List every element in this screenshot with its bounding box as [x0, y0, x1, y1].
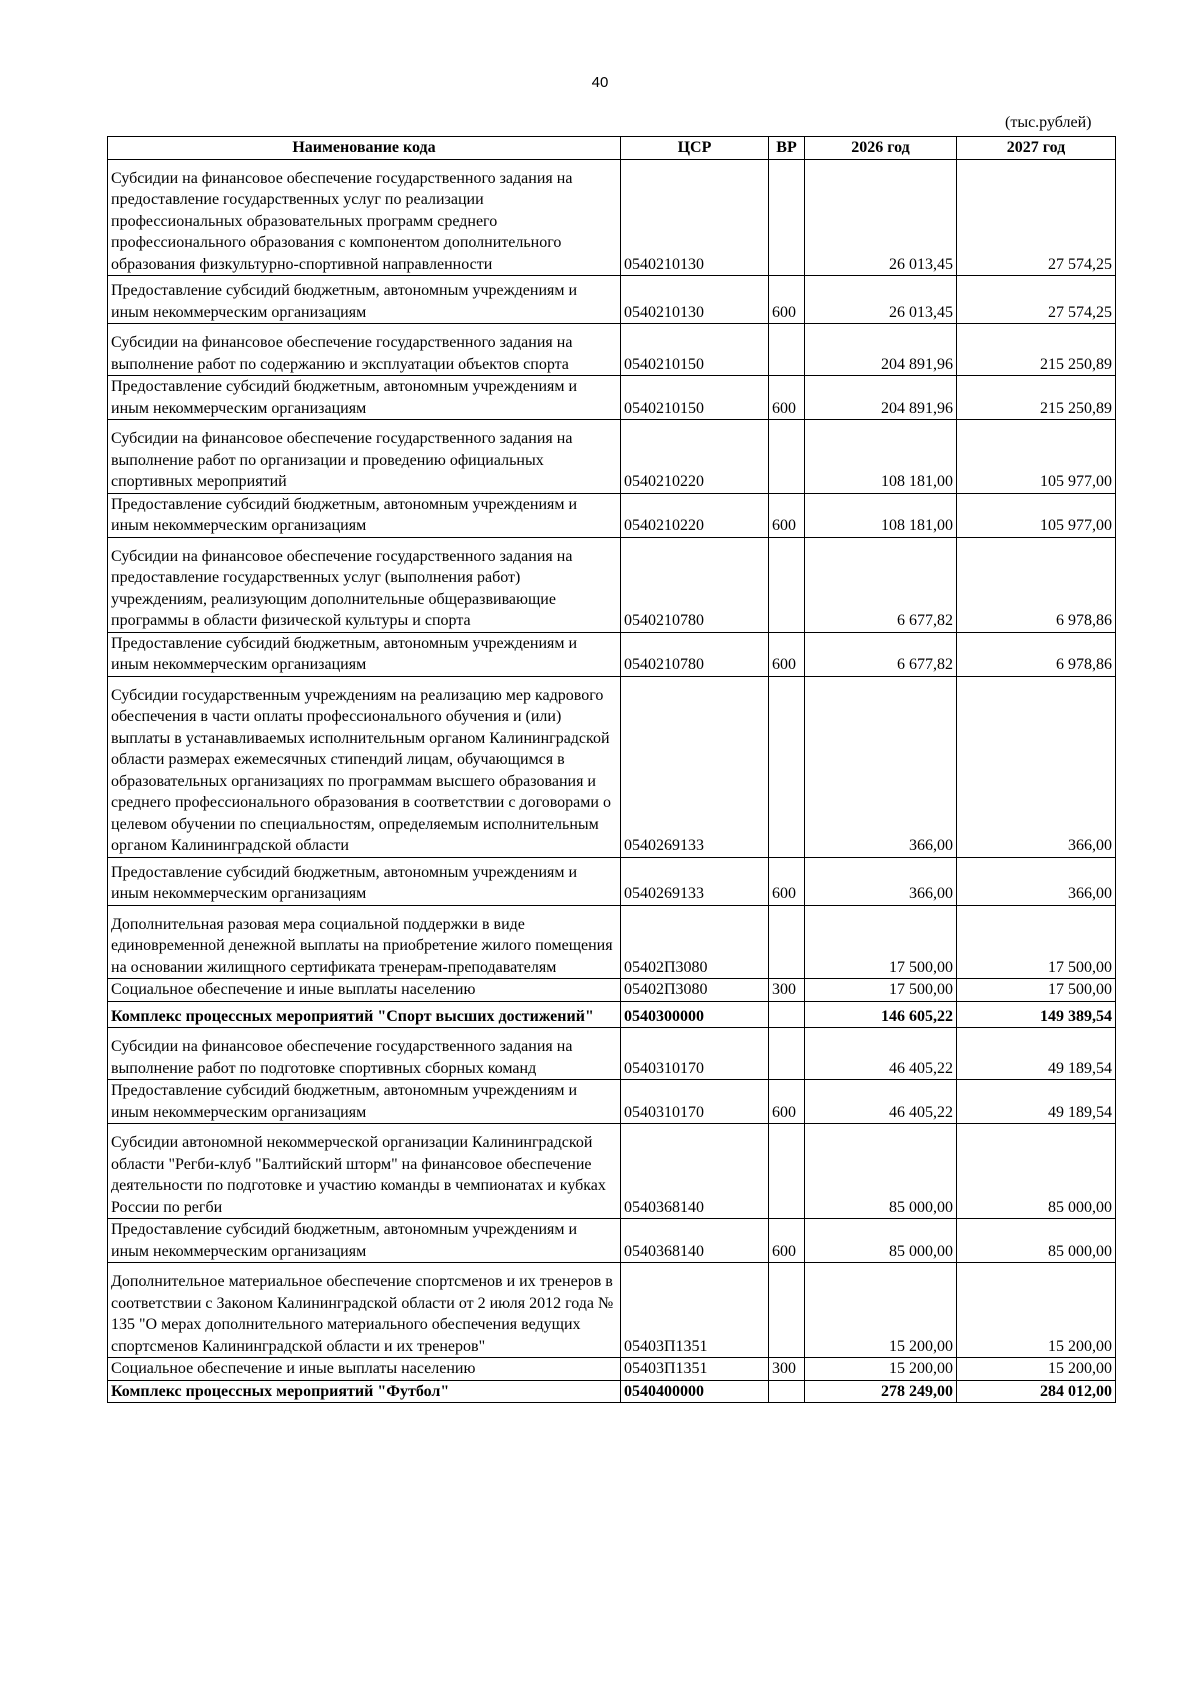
table-row — [108, 905, 1116, 979]
cell-name: Предоставление субсидий бюджетным, автономным учреждениям и иным некоммерческим организациям — [108, 857, 621, 905]
cell-2027: 215 250,89 — [957, 376, 1116, 420]
cell-2026: 6 677,82 — [805, 537, 957, 632]
cell-csr: 05402П3080 — [621, 979, 769, 1002]
cell-2027: 15 200,00 — [957, 1358, 1116, 1381]
cell-2026: 46 405,22 — [805, 1080, 957, 1124]
cell-2027: 15 200,00 — [957, 1263, 1116, 1358]
cell-2027: 215 250,89 — [957, 324, 1116, 376]
cell-csr: 0540368140 — [621, 1124, 769, 1219]
cell-name: Предоставление субсидий бюджетным, автономным учреждениям и иным некоммерческим организациям — [108, 376, 621, 420]
table-row — [108, 632, 1116, 676]
cell-csr: 0540400000 — [621, 1380, 769, 1403]
cell-2026: 278 249,00 — [805, 1380, 957, 1403]
table-row — [108, 1001, 1116, 1028]
cell-vr — [769, 420, 805, 494]
cell-csr: 0540210150 — [621, 324, 769, 376]
cell-csr: 0540269133 — [621, 857, 769, 905]
cell-2026: 204 891,96 — [805, 376, 957, 420]
cell-2026: 108 181,00 — [805, 420, 957, 494]
cell-name: Дополнительное материальное обеспечение спортсменов и их тренеров в соответствии с Законом Калининградской области от 2 июля 2012 года № 135 "О мерах дополнительного материального обеспечения ведущих спортсменов Калининградской области и их тренеров" — [108, 1263, 621, 1358]
cell-2027: 105 977,00 — [957, 420, 1116, 494]
page-number: 40 — [591, 74, 609, 91]
cell-name: Субсидии на финансовое обеспечение государственного задания на выполнение работ по организации и проведению официальных спортивных мероприятий — [108, 420, 621, 494]
cell-vr: 600 — [769, 1080, 805, 1124]
table-body — [108, 159, 1116, 1403]
cell-csr: 05403П1351 — [621, 1358, 769, 1381]
cell-vr: 600 — [769, 493, 805, 537]
cell-name: Субсидии на финансовое обеспечение государственного задания на выполнение работ по содержанию и эксплуатации объектов спорта — [108, 324, 621, 376]
header-2027: 2027 год — [957, 137, 1116, 160]
cell-name: Комплекс процессных мероприятий "Футбол" — [108, 1380, 621, 1403]
cell-2026: 85 000,00 — [805, 1124, 957, 1219]
table-row — [108, 376, 1116, 420]
cell-vr: 600 — [769, 376, 805, 420]
cell-2026: 15 200,00 — [805, 1358, 957, 1381]
header-2026: 2026 год — [805, 137, 957, 160]
cell-2027: 17 500,00 — [957, 905, 1116, 979]
cell-name: Субсидии автономной некоммерческой организации Калининградской области "Регби-клуб "Балтийский шторм" на финансовое обеспечение деятельности по подготовке и участию команды в чемпионатах и кубках России по регби — [108, 1124, 621, 1219]
cell-2027: 49 189,54 — [957, 1028, 1116, 1080]
cell-name: Социальное обеспечение и иные выплаты населению — [108, 979, 621, 1002]
cell-2026: 17 500,00 — [805, 979, 957, 1002]
cell-2026: 146 605,22 — [805, 1001, 957, 1028]
table-row — [108, 979, 1116, 1002]
cell-2027: 17 500,00 — [957, 979, 1116, 1002]
cell-csr: 0540210780 — [621, 632, 769, 676]
cell-name: Предоставление субсидий бюджетным, автономным учреждениям и иным некоммерческим организациям — [108, 493, 621, 537]
cell-csr: 0540310170 — [621, 1080, 769, 1124]
cell-name: Субсидии на финансовое обеспечение государственного задания на выполнение работ по подготовке спортивных сборных команд — [108, 1028, 621, 1080]
cell-vr — [769, 1028, 805, 1080]
cell-2026: 204 891,96 — [805, 324, 957, 376]
table-row — [108, 1219, 1116, 1263]
cell-vr — [769, 324, 805, 376]
table-row — [108, 857, 1116, 905]
cell-csr: 0540210220 — [621, 420, 769, 494]
cell-vr: 600 — [769, 632, 805, 676]
cell-csr: 05402П3080 — [621, 905, 769, 979]
cell-vr — [769, 1380, 805, 1403]
cell-name: Социальное обеспечение и иные выплаты населению — [108, 1358, 621, 1381]
cell-2027: 85 000,00 — [957, 1219, 1116, 1263]
budget-table — [107, 136, 1116, 1403]
cell-2026: 26 013,45 — [805, 276, 957, 324]
cell-csr: 0540310170 — [621, 1028, 769, 1080]
cell-2027: 366,00 — [957, 857, 1116, 905]
cell-2027: 27 574,25 — [957, 159, 1116, 276]
header-csr: ЦСР — [621, 137, 769, 160]
cell-name: Предоставление субсидий бюджетным, автономным учреждениям и иным некоммерческим организациям — [108, 1080, 621, 1124]
table-row — [108, 420, 1116, 494]
cell-2027: 6 978,86 — [957, 537, 1116, 632]
cell-csr: 0540300000 — [621, 1001, 769, 1028]
cell-name: Дополнительная разовая мера социальной поддержки в виде единовременной денежной выплаты на приобретение жилого помещения на основании жилищного сертификата тренерам-преподавателям — [108, 905, 621, 979]
cell-csr: 0540210220 — [621, 493, 769, 537]
cell-vr: 300 — [769, 979, 805, 1002]
cell-csr: 0540269133 — [621, 676, 769, 857]
cell-vr — [769, 905, 805, 979]
cell-2027: 85 000,00 — [957, 1124, 1116, 1219]
cell-2027: 105 977,00 — [957, 493, 1116, 537]
table-row — [108, 1358, 1116, 1381]
cell-2026: 85 000,00 — [805, 1219, 957, 1263]
cell-name: Субсидии на финансовое обеспечение государственного задания на предоставление государственных услуг по реализации профессиональных образовательных программ среднего профессионального образования с компонентом дополнительного образования физкультурно-спортивной направленности — [108, 159, 621, 276]
table-header-row — [108, 137, 1116, 160]
cell-2026: 366,00 — [805, 676, 957, 857]
cell-2026: 108 181,00 — [805, 493, 957, 537]
cell-2027: 284 012,00 — [957, 1380, 1116, 1403]
cell-vr — [769, 1001, 805, 1028]
cell-vr: 600 — [769, 276, 805, 324]
header-vr: ВР — [769, 137, 805, 160]
table-row — [108, 1263, 1116, 1358]
cell-2027: 49 189,54 — [957, 1080, 1116, 1124]
cell-vr — [769, 676, 805, 857]
table-row — [108, 276, 1116, 324]
cell-2026: 366,00 — [805, 857, 957, 905]
cell-vr — [769, 1263, 805, 1358]
table-row — [108, 1028, 1116, 1080]
cell-2026: 6 677,82 — [805, 632, 957, 676]
table-row — [108, 676, 1116, 857]
table-row — [108, 324, 1116, 376]
cell-csr: 0540210780 — [621, 537, 769, 632]
cell-csr: 0540210130 — [621, 276, 769, 324]
cell-name: Субсидии государственным учреждениям на реализацию мер кадрового обеспечения в части оплаты профессионального обучения и (или) выплаты в устанавливаемых исполнительным органом Калининградской области размерах ежемесячных стипендий лицам, обучающимся в образовательных организациях по программам высшего образования и среднего профессионального образования в соответствии с договорами о целевом обучении по специальностям, определяемым исполнительным органом Калининградской области — [108, 676, 621, 857]
cell-2027: 366,00 — [957, 676, 1116, 857]
cell-csr: 05403П1351 — [621, 1263, 769, 1358]
cell-2027: 27 574,25 — [957, 276, 1116, 324]
header-name: Наименование кода — [108, 137, 621, 160]
table-row — [108, 1380, 1116, 1403]
cell-name: Предоставление субсидий бюджетным, автономным учреждениям и иным некоммерческим организациям — [108, 632, 621, 676]
cell-name: Субсидии на финансовое обеспечение государственного задания на предоставление государственных услуг (выполнения работ) учреждениям, реализующим дополнительные общеразвивающие программы в области физической культуры и спорта — [108, 537, 621, 632]
cell-csr: 0540368140 — [621, 1219, 769, 1263]
cell-vr: 300 — [769, 1358, 805, 1381]
cell-2026: 46 405,22 — [805, 1028, 957, 1080]
cell-2027: 149 389,54 — [957, 1001, 1116, 1028]
cell-vr — [769, 159, 805, 276]
cell-csr: 0540210150 — [621, 376, 769, 420]
cell-name: Предоставление субсидий бюджетным, автономным учреждениям и иным некоммерческим организациям — [108, 276, 621, 324]
table-row — [108, 537, 1116, 632]
cell-2026: 17 500,00 — [805, 905, 957, 979]
cell-2026: 15 200,00 — [805, 1263, 957, 1358]
cell-name: Предоставление субсидий бюджетным, автономным учреждениям и иным некоммерческим организациям — [108, 1219, 621, 1263]
table-row — [108, 493, 1116, 537]
table-row — [108, 1124, 1116, 1219]
cell-vr: 600 — [769, 1219, 805, 1263]
cell-2027: 6 978,86 — [957, 632, 1116, 676]
cell-vr — [769, 537, 805, 632]
cell-vr: 600 — [769, 857, 805, 905]
cell-2026: 26 013,45 — [805, 159, 957, 276]
cell-vr — [769, 1124, 805, 1219]
table-row — [108, 1080, 1116, 1124]
cell-csr: 0540210130 — [621, 159, 769, 276]
cell-name: Комплекс процессных мероприятий "Спорт высших достижений" — [108, 1001, 621, 1028]
table-row — [108, 159, 1116, 276]
units-label: (тыс.рублей) — [1005, 114, 1092, 131]
